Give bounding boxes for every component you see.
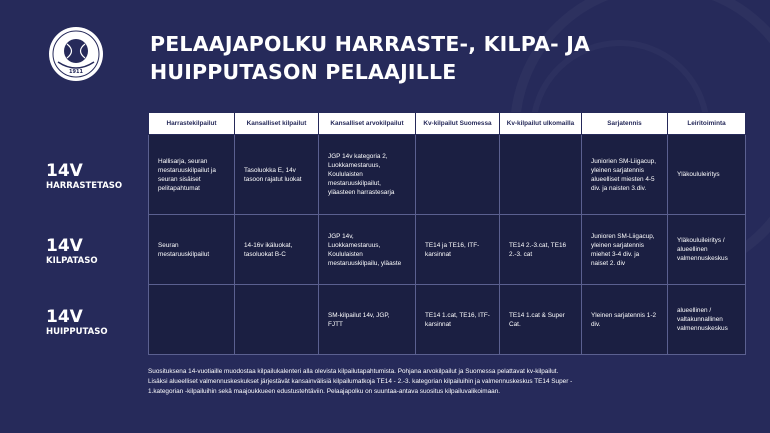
column-header-kansalliset-kilpailut: Kansalliset kilpailut [235, 113, 319, 135]
table-cell: Yleinen sarjatennis 1-2 div. [582, 285, 668, 355]
column-header-kv-kilpailut-suomessa: Kv-kilpailut Suomessa [416, 113, 500, 135]
column-header-harrastekilpailut: Harrastekilpailut [149, 113, 235, 135]
table-cell: SM-kilpailut 14v, JGP, FJTT [319, 285, 416, 355]
page-title [150, 30, 630, 86]
table-cell: TE14 2.-3.cat, TE16 2.-3. cat [500, 215, 582, 285]
level-label-kilpataso [46, 237, 146, 267]
level-age: 14V [46, 161, 83, 181]
svg-text:1911: 1911 [69, 69, 83, 75]
table-row [149, 215, 746, 285]
table-row [149, 285, 746, 355]
table-cell: TE14 ja TE16, ITF-karsinnat [416, 215, 500, 285]
column-header-kv-kilpailut-ulkomailla: Kv-kilpailut ulkomailla [500, 113, 582, 135]
table-cell: JGP 14v, Luokkamestaruus, Koululaisten mestaruuskilpailu, yläaste [319, 215, 416, 285]
level-name: HARRASTETASO [46, 181, 123, 191]
table-cell: Tasoluokka E, 14v tasoon rajatut luokat [235, 135, 319, 215]
column-header-sarjatennis: Sarjatennis [582, 113, 668, 135]
page-title-line-1: PELAAJAPOLKU HARRASTE-, KILPA- JA [150, 32, 591, 56]
table-cell: Junioren SM-Liigacup, yleinen sarjatennis miehet 3-4 div. ja naiset 2. div [582, 215, 668, 285]
table-cell [500, 135, 582, 215]
table-row [149, 135, 746, 215]
table-cell: Yläkouluileiritys / alueellinen valmennuskeskus [668, 215, 746, 285]
level-label-huipputaso [46, 308, 146, 338]
table-cell: 14-16v ikäluokat, tasoluokat B-C [235, 215, 319, 285]
level-age: 14V [46, 307, 83, 327]
table-cell: Hallisarja, seuran mestaruuskilpailut ja seuran sisäiset pelitapahtumat [149, 135, 235, 215]
level-label-harrastetaso [46, 162, 146, 192]
table-header-row [149, 113, 746, 135]
column-header-kansalliset-arvokilpailut: Kansalliset arvokilpailut [319, 113, 416, 135]
table-cell [149, 285, 235, 355]
table-cell: alueellinen / valtakunnallinen valmennuskeskus [668, 285, 746, 355]
table-cell: Seuran mestaruuskilpailut [149, 215, 235, 285]
footnote-text: Suosituksena 14-vuotiaille muodostaa kilpailukalenteri alla olevista kilpailutapahtumista. Pohjana arvokilpailut ja Suomessa pelattavat kv-kilpailut. Lisäksi alueelliset valmennuskeskukset järjestävät kansainvälisiä kilpailumatkoja TE14 - 2.-3. kategorian kilpailuihin ja valmennuskeskus TE14 Super - 1.kategorian -kilpailuihin sekä maajoukkueen edustustehtäviin. Pelaajapolku on suuntaa-antava suositus kilpailuvalikoimaan. [148, 368, 573, 395]
table-cell: Juniorien SM-Liigacup, yleinen sarjatennis alueelliset miesten 4-5 div. ja naisten 3.div. [582, 135, 668, 215]
table-cell: Yläkoululeiritys [668, 135, 746, 215]
column-header-leiritoiminta: Leiritoiminta [668, 113, 746, 135]
table-cell: TE14 1.cat & Super Cat. [500, 285, 582, 355]
level-age: 14V [46, 236, 83, 256]
table-cell [235, 285, 319, 355]
table-cell: TE14 1.cat, TE16, ITF-karsinnat [416, 285, 500, 355]
club-logo-icon [48, 26, 104, 82]
player-path-table [148, 112, 746, 355]
level-name: KILPATASO [46, 256, 98, 266]
level-name: HUIPPUTASO [46, 327, 108, 337]
page-title-line-2: HUIPPUTASON PELAAJILLE [150, 60, 457, 84]
table-cell: JGP 14v kategoria 2, Luokkamestaruus, Koululaisten mestaruuskilpailut, yläasteen harrastesarja [319, 135, 416, 215]
table-cell [416, 135, 500, 215]
